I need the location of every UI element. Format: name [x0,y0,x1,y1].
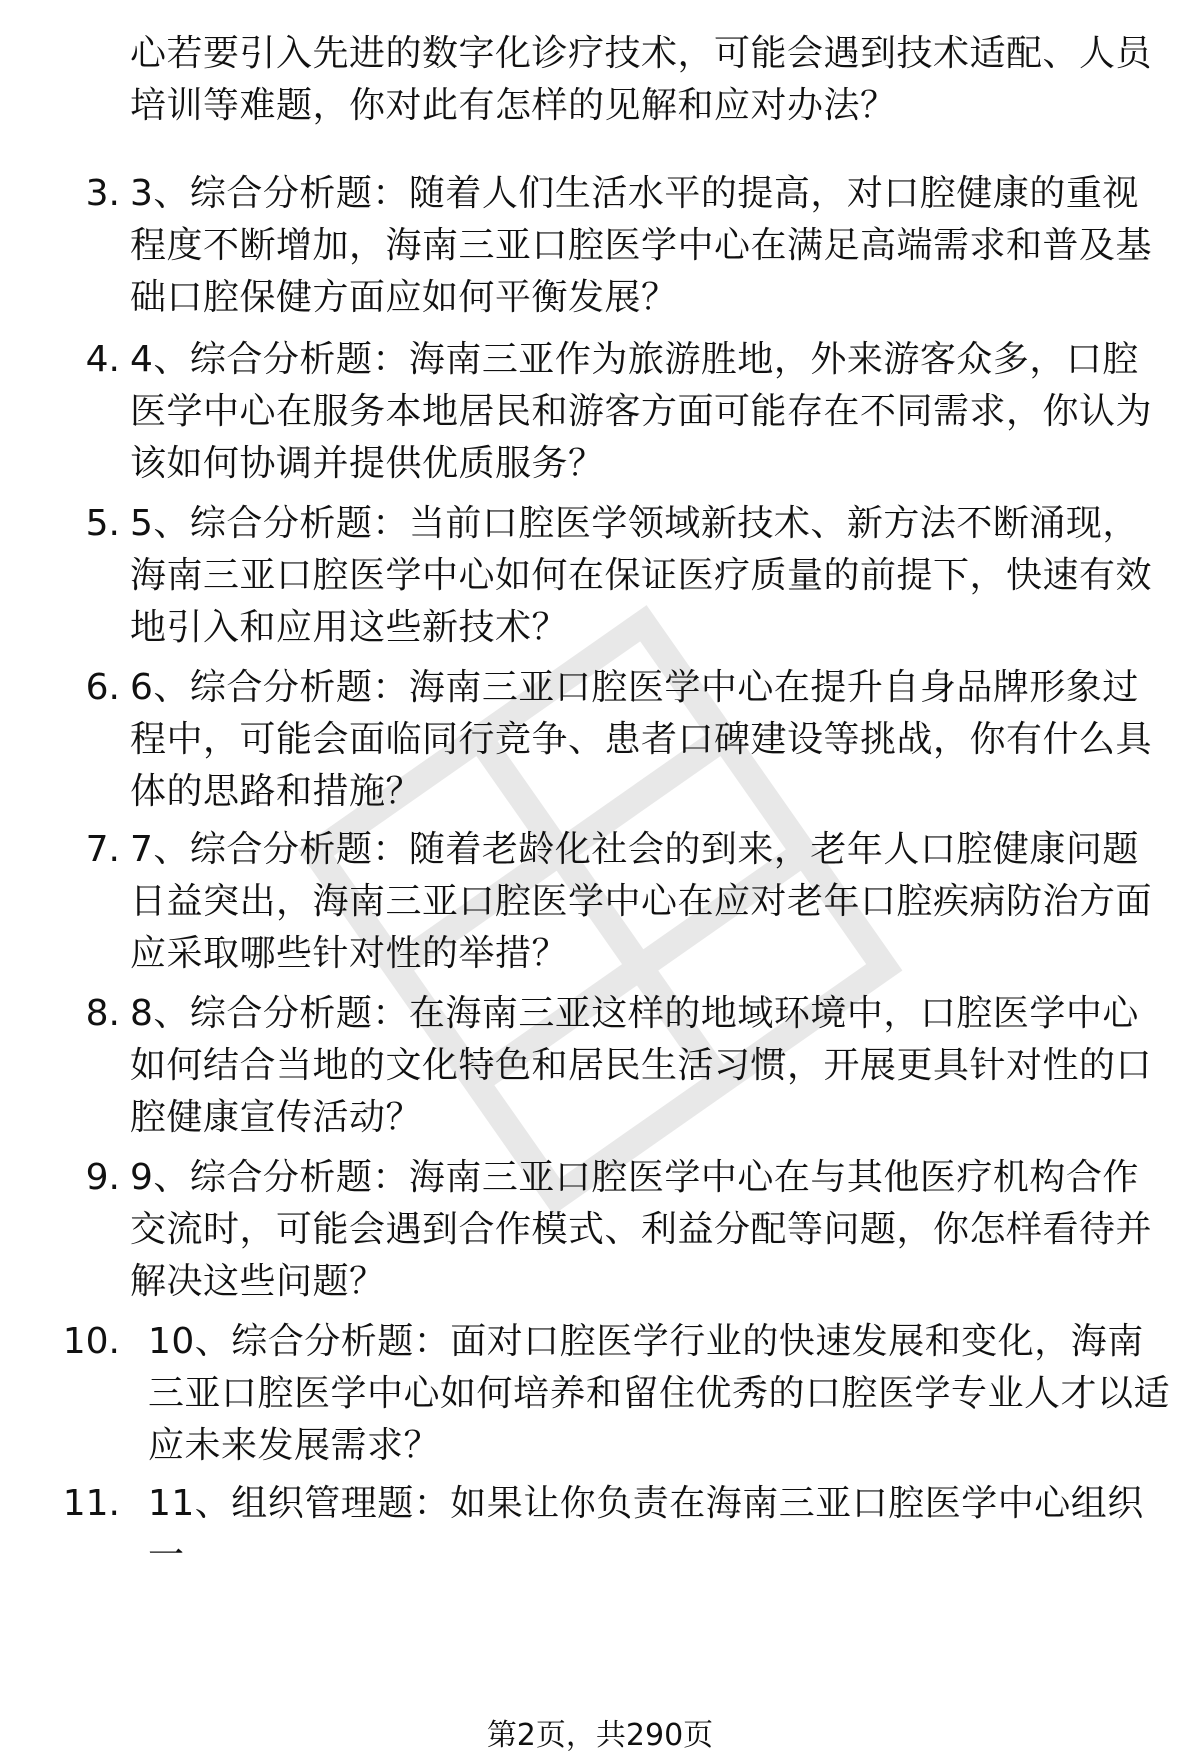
item-number: 7. [85,829,120,870]
page-footer: 第2页，共290页 [486,1718,714,1753]
item-number: 11. [62,1483,120,1524]
item-number: 3. [85,173,120,214]
question-text: 9、综合分析题：海南三亚口腔医学中心在与其他医疗机构合作交流时，可能会遇到合作模式、利益分配等问题，你怎样看待并解决这些问题？ [130,1157,1153,1302]
question-text: 7、综合分析题：随着老龄化社会的到来，老年人口腔健康问题日益突出，海南三亚口腔医学中心在应对老年口腔疾病防治方面应采取哪些针对性的举措？ [130,829,1153,974]
item-number: 9. [85,1157,120,1198]
continuation-text: 心若要引入先进的数字化诊疗技术，可能会遇到技术适配、人员培训等难题，你对此有怎样的见解和应对办法？ [130,33,1153,126]
question-text: 3、综合分析题：随着人们生活水平的提高，对口腔健康的重视程度不断增加，海南三亚口腔医学中心在满足高端需求和普及基础口腔保健方面应如何平衡发展？ [130,173,1153,318]
question-text: 4、综合分析题：海南三亚作为旅游胜地，外来游客众多，口腔医学中心在服务本地居民和游客方面可能存在不同需求，你认为该如何协调并提供优质服务？ [130,339,1153,484]
item-number: 4. [85,339,120,380]
question-text: 8、综合分析题：在海南三亚这样的地域环境中，口腔医学中心如何结合当地的文化特色和居民生活习惯，开展更具针对性的口腔健康宣传活动？ [130,993,1153,1138]
item-number: 6. [85,667,120,708]
item-number: 10. [62,1321,120,1362]
question-text: 6、综合分析题：海南三亚口腔医学中心在提升自身品牌形象过程中，可能会面临同行竞争、患者口碑建设等挑战，你有什么具体的思路和措施？ [130,667,1153,812]
question-text: 10、综合分析题：面对口腔医学行业的快速发展和变化，海南三亚口腔医学中心如何培养和留住优秀的口腔医学专业人才以适应未来发展需求？ [148,1321,1171,1466]
item-number: 8. [85,993,120,1034]
question-text: 11、组织管理题：如果让你负责在海南三亚口腔医学中心组织一 [148,1483,1144,1576]
question-text: 5、综合分析题：当前口腔医学领域新技术、新方法不断涌现，海南三亚口腔医学中心如何在保证医疗质量的前提下，快速有效地引入和应用这些新技术？ [130,503,1153,648]
item-number: 5. [85,503,120,544]
